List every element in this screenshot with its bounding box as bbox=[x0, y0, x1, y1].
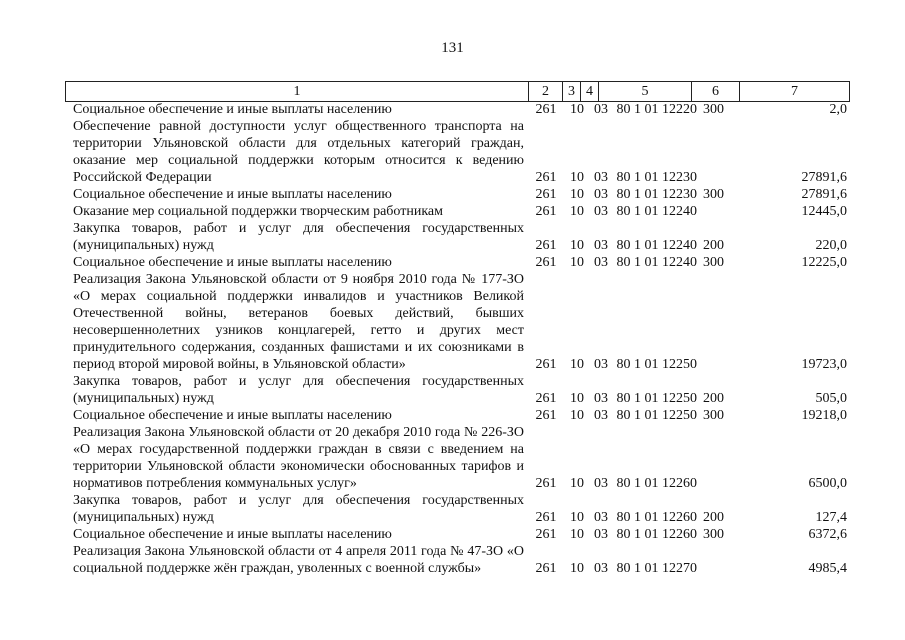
row-subsection: 03 bbox=[594, 238, 608, 253]
row-section: 10 bbox=[570, 204, 584, 219]
row-name: Оказание мер социальной поддержки творческим работникам bbox=[73, 204, 444, 219]
table-row bbox=[65, 373, 849, 407]
row-name: Реализация Закона Ульяновской области от 20 декабря 2010 года № 226-ЗО «О мерах государственной поддержки граждан в связи с введением на территории Ульяновской области экономически обоснованных тарифов и нормативов потребления коммунальных услуг» bbox=[73, 425, 524, 491]
row-amount: 505,0 bbox=[815, 391, 847, 406]
row-expense-type bbox=[699, 424, 739, 492]
row-expense-type bbox=[699, 271, 739, 373]
row-code: 261 bbox=[535, 408, 557, 423]
row-amount: 6500,0 bbox=[808, 476, 847, 491]
row-code: 261 bbox=[535, 102, 557, 117]
row-subsection: 03 bbox=[594, 391, 608, 406]
row-section: 10 bbox=[570, 561, 584, 576]
header-col-1: 1 bbox=[66, 82, 529, 102]
row-code: 261 bbox=[535, 170, 557, 185]
row-code: 261 bbox=[535, 561, 557, 576]
row-amount: 127,4 bbox=[815, 510, 847, 525]
table-row bbox=[65, 254, 849, 271]
row-expense-type bbox=[699, 543, 739, 577]
header-col-5: 5 bbox=[599, 82, 692, 102]
row-expense-type bbox=[699, 118, 739, 186]
row-subsection: 03 bbox=[594, 204, 608, 219]
table-row bbox=[65, 492, 849, 526]
row-subsection: 03 bbox=[594, 255, 608, 270]
row-amount: 19723,0 bbox=[801, 357, 847, 372]
row-amount: 4985,4 bbox=[808, 561, 847, 576]
row-subsection: 03 bbox=[594, 187, 608, 202]
row-section: 10 bbox=[570, 408, 584, 423]
row-section: 10 bbox=[570, 170, 584, 185]
header-col-3: 3 bbox=[563, 82, 581, 102]
table-row bbox=[65, 101, 849, 118]
row-name: Социальное обеспечение и иные выплаты населению bbox=[73, 102, 392, 117]
row-name: Закупка товаров, работ и услуг для обеспечения государственных (муниципальных) нужд bbox=[73, 493, 524, 525]
row-code: 261 bbox=[535, 391, 557, 406]
row-section: 10 bbox=[570, 187, 584, 202]
row-amount: 6372,6 bbox=[808, 527, 847, 542]
row-amount: 27891,6 bbox=[801, 170, 847, 185]
row-amount: 12225,0 bbox=[801, 255, 847, 270]
row-amount: 12445,0 bbox=[801, 204, 847, 219]
row-amount: 2,0 bbox=[829, 102, 847, 117]
row-code: 261 bbox=[535, 357, 557, 372]
row-target: 80 1 01 12270 bbox=[616, 561, 697, 576]
row-subsection: 03 bbox=[594, 527, 608, 542]
row-target: 80 1 01 12240 bbox=[616, 238, 697, 253]
table-row bbox=[65, 407, 849, 424]
row-code: 261 bbox=[535, 476, 557, 491]
page-number: 131 bbox=[441, 40, 464, 56]
row-section: 10 bbox=[570, 527, 584, 542]
row-amount: 220,0 bbox=[815, 238, 847, 253]
row-name: Социальное обеспечение и иные выплаты населению bbox=[73, 187, 392, 202]
table-row bbox=[65, 526, 849, 543]
row-code: 261 bbox=[535, 527, 557, 542]
row-target: 80 1 01 12250 bbox=[616, 357, 697, 372]
table-row bbox=[65, 424, 849, 492]
table-row bbox=[65, 118, 849, 186]
row-subsection: 03 bbox=[594, 476, 608, 491]
row-target: 80 1 01 12260 bbox=[616, 510, 697, 525]
row-target: 80 1 01 12250 bbox=[616, 391, 697, 406]
row-target: 80 1 01 12220 bbox=[616, 102, 697, 117]
row-name: Социальное обеспечение и иные выплаты населению bbox=[73, 527, 392, 542]
row-target: 80 1 01 12260 bbox=[616, 527, 697, 542]
table-row bbox=[65, 203, 849, 220]
row-subsection: 03 bbox=[594, 510, 608, 525]
row-expense-type: 300 bbox=[703, 255, 724, 270]
row-subsection: 03 bbox=[594, 170, 608, 185]
row-section: 10 bbox=[570, 476, 584, 491]
row-expense-type: 200 bbox=[703, 391, 724, 406]
row-name: Социальное обеспечение и иные выплаты населению bbox=[73, 408, 392, 423]
row-code: 261 bbox=[535, 510, 557, 525]
row-subsection: 03 bbox=[594, 357, 608, 372]
row-code: 261 bbox=[535, 204, 557, 219]
row-subsection: 03 bbox=[594, 561, 608, 576]
row-target: 80 1 01 12260 bbox=[616, 476, 697, 491]
table-row bbox=[65, 220, 849, 254]
row-expense-type: 300 bbox=[703, 408, 724, 423]
row-code: 261 bbox=[535, 187, 557, 202]
row-name: Закупка товаров, работ и услуг для обеспечения государственных (муниципальных) нужд bbox=[73, 221, 524, 253]
table-header bbox=[65, 81, 850, 102]
row-subsection: 03 bbox=[594, 102, 608, 117]
row-target: 80 1 01 12250 bbox=[616, 408, 697, 423]
row-section: 10 bbox=[570, 510, 584, 525]
row-name: Обеспечение равной доступности услуг общественного транспорта на территории Ульяновской области для отдельных категорий граждан, оказание мер социальной поддержки которым относится к ведению Российской Федерации bbox=[73, 119, 524, 185]
header-col-6: 6 bbox=[692, 82, 740, 102]
row-code: 261 bbox=[535, 255, 557, 270]
row-expense-type: 300 bbox=[703, 102, 724, 117]
row-expense-type: 200 bbox=[703, 510, 724, 525]
budget-table-body bbox=[65, 101, 849, 577]
row-name: Закупка товаров, работ и услуг для обеспечения государственных (муниципальных) нужд bbox=[73, 374, 524, 406]
header-col-2: 2 bbox=[529, 82, 563, 102]
header-col-7: 7 bbox=[740, 82, 850, 102]
row-amount: 27891,6 bbox=[801, 187, 847, 202]
row-section: 10 bbox=[570, 357, 584, 372]
row-expense-type: 200 bbox=[703, 238, 724, 253]
row-section: 10 bbox=[570, 255, 584, 270]
header-col-4: 4 bbox=[581, 82, 599, 102]
row-code: 261 bbox=[535, 238, 557, 253]
row-target: 80 1 01 12230 bbox=[616, 170, 697, 185]
row-expense-type: 300 bbox=[703, 187, 724, 202]
table-row bbox=[65, 271, 849, 373]
row-target: 80 1 01 12240 bbox=[616, 204, 697, 219]
row-name: Социальное обеспечение и иные выплаты населению bbox=[73, 255, 392, 270]
row-section: 10 bbox=[570, 102, 584, 117]
row-section: 10 bbox=[570, 238, 584, 253]
table-row bbox=[65, 186, 849, 203]
row-name: Реализация Закона Ульяновской области от 9 ноября 2010 года № 177-ЗО «О мерах социальной поддержки инвалидов и участников Великой Отечественной войны, ветеранов боевых действий, бывших несовершеннолетних узников концлагерей, гетто и других мест принудительного содержания, созданных фашистами и их союзниками в период второй мировой войны, в Ульяновской области» bbox=[73, 272, 524, 372]
row-expense-type bbox=[699, 203, 739, 220]
budget-table bbox=[65, 101, 849, 577]
row-target: 80 1 01 12230 bbox=[616, 187, 697, 202]
row-name: Реализация Закона Ульяновской области от 4 апреля 2011 года № 47-ЗО «О социальной поддержке жён граждан, уволенных с военной службы» bbox=[73, 544, 524, 576]
row-amount: 19218,0 bbox=[801, 408, 847, 423]
row-subsection: 03 bbox=[594, 408, 608, 423]
row-section: 10 bbox=[570, 391, 584, 406]
row-expense-type: 300 bbox=[703, 527, 724, 542]
row-target: 80 1 01 12240 bbox=[616, 255, 697, 270]
table-row bbox=[65, 543, 849, 577]
